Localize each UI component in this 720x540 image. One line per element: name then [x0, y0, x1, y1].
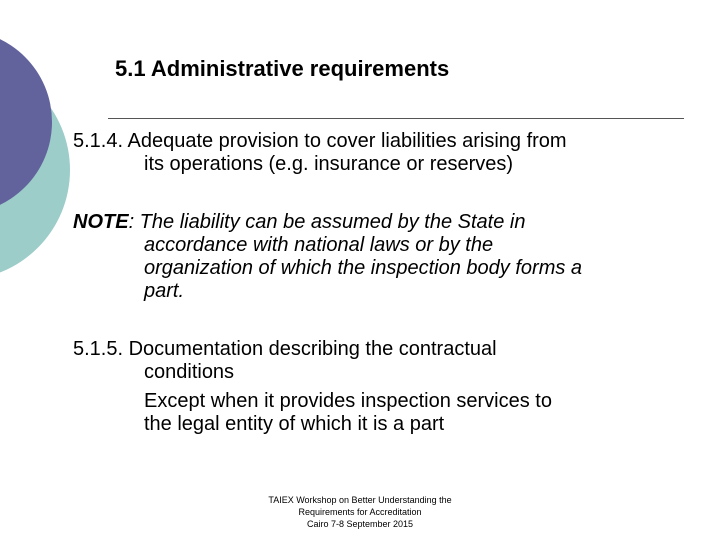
- footer-line2: Requirements for Accreditation: [298, 507, 422, 517]
- item-5-1-5-line2: conditions: [144, 361, 235, 383]
- slide-title: 5.1 Administrative requirements: [115, 56, 450, 81]
- footer-line3: Cairo 7-8 September 2015: [306, 519, 414, 529]
- decor-purple-circle: [0, 30, 52, 214]
- note-line1-text: : The liability can be assumed by the State in: [128, 211, 526, 233]
- item-5-1-5: [73, 338, 683, 436]
- item-5-1-5-line3: Except when it provides inspection services to: [144, 390, 552, 412]
- item-5-1-4-line2: its operations (e.g. insurance or reserves): [144, 153, 514, 175]
- slide-footer: [200, 494, 520, 530]
- note-line2: accordance with national laws or by the: [144, 234, 494, 256]
- item-5-1-5-line4: the legal entity of which it is a part: [144, 413, 445, 435]
- note-line1: [73, 211, 683, 234]
- note-line3: organization of which the inspection body forms a: [144, 257, 583, 279]
- item-5-1-4-line1: 5.1.4. Adequate provision to cover liabilities arising from: [73, 130, 567, 152]
- note-label: NOTE: [73, 211, 129, 233]
- item-5-1-4: [73, 130, 683, 176]
- footer-line1: TAIEX Workshop on Better Understanding the: [268, 495, 452, 505]
- note-line4: part.: [144, 280, 185, 302]
- title-underline: [108, 118, 684, 119]
- note-paragraph: [73, 211, 683, 303]
- decor-teal-circle: [0, 60, 70, 280]
- item-5-1-5-line1: 5.1.5. Documentation describing the contractual: [73, 338, 497, 360]
